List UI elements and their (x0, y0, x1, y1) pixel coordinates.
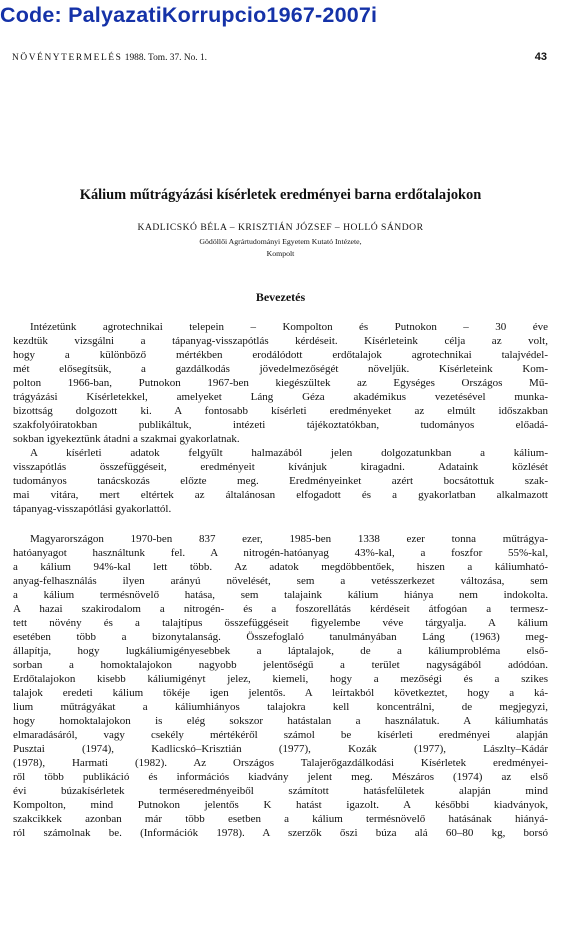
affiliation-line: Gödöllői Agrártudományi Egyetem Kutató Intézete, (199, 237, 362, 246)
body-line: hatóanyagot használtunk fel. A nitrogén-hatóanyag 43%-kal, a foszfor 55%-kal, (13, 547, 548, 559)
body-line: (1978), Harmati (1982). Az Országos Talajerőgazdálkodási Kísérletek eredményei- (13, 757, 548, 769)
body-line: elmaradásáról, vagy csekély mértékéről számol be kísérleti eredményei alapján (13, 729, 548, 741)
body-line: A hazai szakirodalom a nitrogén- és a foszorellátás kérdéseit átfogóan a termesz- (13, 603, 548, 615)
body-line: anyag-felhasználás ilyen arányú növelését, sem a vetésszerkezet változása, sem (13, 575, 548, 587)
body-line: a kálium 94%-kal lett több. Az adatok megdöbbentőek, hiszen a káliumható- (13, 561, 548, 573)
body-line: mai vitára, mert eltértek az általánosan elfogadott és a gyakorlatban alkalmazott (13, 489, 548, 501)
body-line: trágyázási Kísérletekkel, amelyeket Láng Géza akadémikus vezetésével munka- (13, 391, 548, 403)
body-line: bizottság dolgozott ki. A fontosabb kísérleti eredményeket az elmúlt időszakban (13, 405, 548, 417)
body-line: a kálium termésnövelő hatása, sem talajaink kálium hiánya nem indokolta. (13, 589, 548, 601)
journal-name: NÖVÉNYTERMELÉS (12, 53, 123, 63)
article-title: Kálium műtrágyázási kísérletek eredményei barna erdőtalajokon (79, 187, 482, 203)
body-line: mét elősegítsük, a gazdálkodás jövedelmezőségét növeljük. Kísérleteink Kom- (13, 363, 548, 375)
body-line: sorban a homoktalajokon nagyobb jelentőségű a terület nagyságából adódóan. (13, 659, 548, 671)
body-line: A kísérleti adatok felgyűlt halmazából jelen dolgozatunkban a kálium- (30, 447, 548, 459)
code-banner: Code: PalyazatiKorrupcio1967-2007i (0, 3, 378, 27)
body-line: állapítja, hogy lugkáliumigényesebbek a láptalajok, de a káliumprobléma első- (13, 645, 548, 657)
body-line: polton 1966-ban, Putnokon 1967-ben kiegészültek az Egységes Országos Mű- (13, 377, 548, 389)
body-line: hogy homoktalajokon is elég sokszor hatástalan a használatuk. A káliumhatás (13, 715, 548, 727)
body-line: sokban igyekeztünk átadni a szakmai gyakorlatnak. (13, 433, 240, 445)
body-line: Pusztai (1974), Kadlicskó–Krisztián (1977), Kozák (1977), Lászlty–Kádár (13, 743, 548, 755)
body-line: Kompolton, mind Putnokon jelentős K hatást igazolt. A későbbi kiadványok, (13, 799, 548, 811)
affiliation-line: Kompolt (266, 249, 295, 258)
body-line: szakfolyóiratokban publikáltuk, intézeti tájékoztatókban, tudományos előadá- (13, 419, 548, 431)
body-line: esetében több a bizonytalanság. Összefoglaló tanulmányában Láng (1963) meg- (13, 631, 548, 643)
body-line: Erdőtalajokon kisebb káliumigényt jelez, kiemeli, hogy a mezőségi és a szikes (13, 673, 548, 685)
body-line: szakcikkek azonban már több esetben a kálium termésnövelő hatásának hiányá- (13, 813, 548, 825)
issue-info: 1988. Tom. 37. No. 1. (124, 53, 208, 63)
body-line: ről több publikáció és információs kiadvány jelent meg. Mészáros (1974) az első (13, 771, 548, 783)
body-line: Magyarországon 1970-ben 837 ezer, 1985-ben 1338 ezer tonna műtrágya- (30, 533, 548, 545)
body-line: ról számolnak be. (Információk 1978). A szerzők őszi búza alá 60–80 kg, borsó (13, 827, 548, 839)
body-line: tett növény és a talajtípus összefüggéseit figyelembe véve tárgyalja. A kálium (13, 617, 548, 629)
article-authors: KADLICSKÓ BÉLA – KRISZTIÁN JÓZSEF – HOLLÓ SÁNDOR (137, 222, 424, 233)
body-line: talajok eredeti kálium tökéje igen jelentős. A leírtakból következtet, hogy a ká- (13, 687, 548, 699)
section-heading: Bevezetés (255, 290, 306, 304)
body-line: kezdtük vizsgálni a tápanyag-visszapótlás kérdéseit. Kísérleteink célja az volt, (13, 335, 548, 347)
body-line: Intézetünk agrotechnikai telepein – Kompolton és Putnokon – 30 éve (30, 321, 548, 333)
body-line: évi búzakísérletek terméseredményeiből számított hatásfelületek alapján mind (13, 785, 548, 797)
body-line: tápanyag-visszapótlási gyakorlattól. (13, 503, 172, 515)
body-line: visszapótlás összefüggéseit, eredményeit kívánjuk kiragadni. Adataink közlését (13, 461, 548, 473)
body-line: lium műtrágyákat a káliumhiányos talajokra kell koncentrálni, de megjegyzi, (13, 701, 548, 713)
page-number: 43 (534, 51, 547, 63)
running-head (12, 52, 547, 64)
body-line: tudományos tanácskozás előzte meg. Eredményeinket azért bocsátottuk szak- (13, 475, 548, 487)
body-line: hogy a különböző mértékben erodálódott erdőtalajok agrotechnikai talajvédel- (13, 349, 548, 361)
